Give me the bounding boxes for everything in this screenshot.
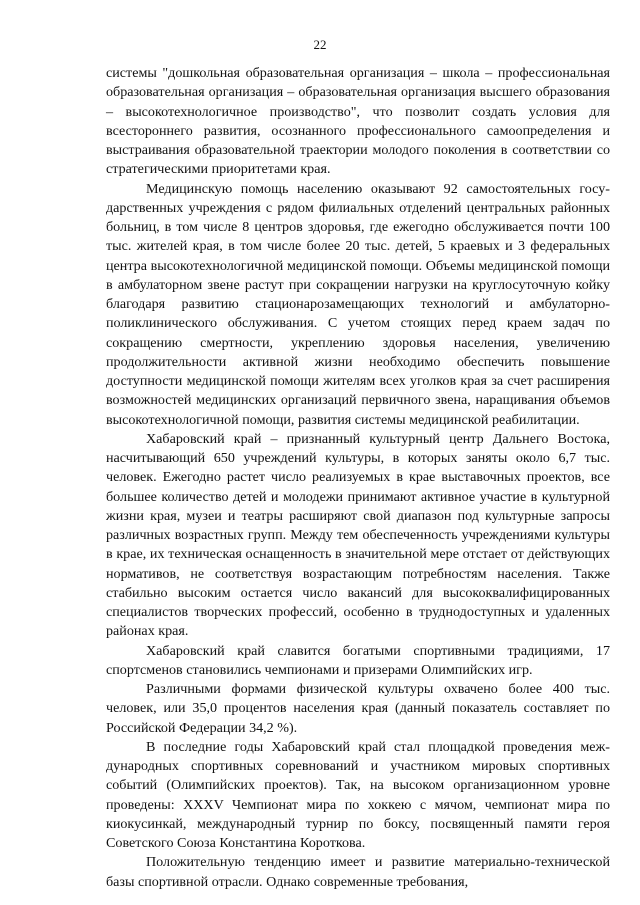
paragraph-physical-culture: Различными формами физической культуры охвачено более 400 тыс. человек, или 35,0 процентов населения края (данный показатель составляет по Российской Федерации 34,2 %).	[106, 681, 610, 736]
paragraph-education-continuation: системы "дошкольная образовательная организация – школа – профессиональная образовательная организация – образовательная организация высшего образования – высокотехнологичное производство", что позволит создать условия для всестороннего развития, осознанного профессионального самоопределения и выстраивания образовательной траектории молодого поколения в соответствии со стратегическими приоритетами края.	[106, 65, 610, 178]
paragraph-sport-traditions: Хабаровский край славится богатыми спортивными традициями, 17 спортсменов становились чемпионами и призерами Олимпийских игр.	[106, 642, 610, 678]
body-text	[106, 64, 610, 892]
paragraph-international-events: В последние годы Хабаровский край стал площадкой проведения международных спортивных соревнований и участником мировых спортивных событий (Олимпийских проектов). Так, на высоком организационном уровне проведены: XXXV Чемпионат мира по хоккею с мячом, чемпионат мира по киокусинкай, международный турнир по боксу, посвященный памяти героя Советского Союза Константина Короткова.	[106, 738, 610, 851]
paragraph-culture: Хабаровский край – признанный культурный центр Дальнего Востока, насчитывающий 650 учреждений культуры, в которых заняты около 6,7 тыс. человек. Ежегодно растет число реализуемых в крае выставочных проектов, все большее количество детей и молодежи принимают активное участие в культурной жизни края, музеи и театры расширяют свой диапазон под культурные запросы различных возрастных групп. Между тем обеспеченность учреждениями культуры в крае, их техническая оснащенность в значительной мере отстает от действующих нормативов, не соответствуя возрастающим потребностям населения. Также стабильно высоким остается число вакансий для высококвалифицированных специалистов творческих профессий, особенно в труднодоступных и удаленных районах края.	[106, 430, 610, 640]
page-number: 22	[313, 37, 327, 52]
paragraph-healthcare: Медицинскую помощь населению оказывают 92 самостоятельных государственных учреждения с рядом филиальных отделений центральных районных больниц, в том числе 8 центров здоровья, где ежегодно обслуживается почти 100 тыс. жителей края, в том числе более 20 тыс. детей, 5 краевых и 3 федеральных центра высокотехнологичной медицинской помощи. Объемы медицинской помощи в амбулаторном звене растут при сокращении нагрузки на круглосуточную койку благодаря развитию стационарозамещающих технологий и амбулаторно-поликлинического обслуживания. С учетом стоящих перед краем задач по сокращению смертности, укреплению здоровья населения, увеличению продолжительности активной жизни необходимо обеспечить повышение доступности медицинской помощи жителям всех уголков края за счет расширения возможностей медицинских организаций первичного звена, наращивания объемов высокотехнологичной помощи, развития системы медицинской реабилитации.	[106, 180, 610, 428]
paragraph-sport-infrastructure: Положительную тенденцию имеет и развитие материально-технической базы спортивной отрасли. Однако современные требования,	[106, 854, 610, 890]
